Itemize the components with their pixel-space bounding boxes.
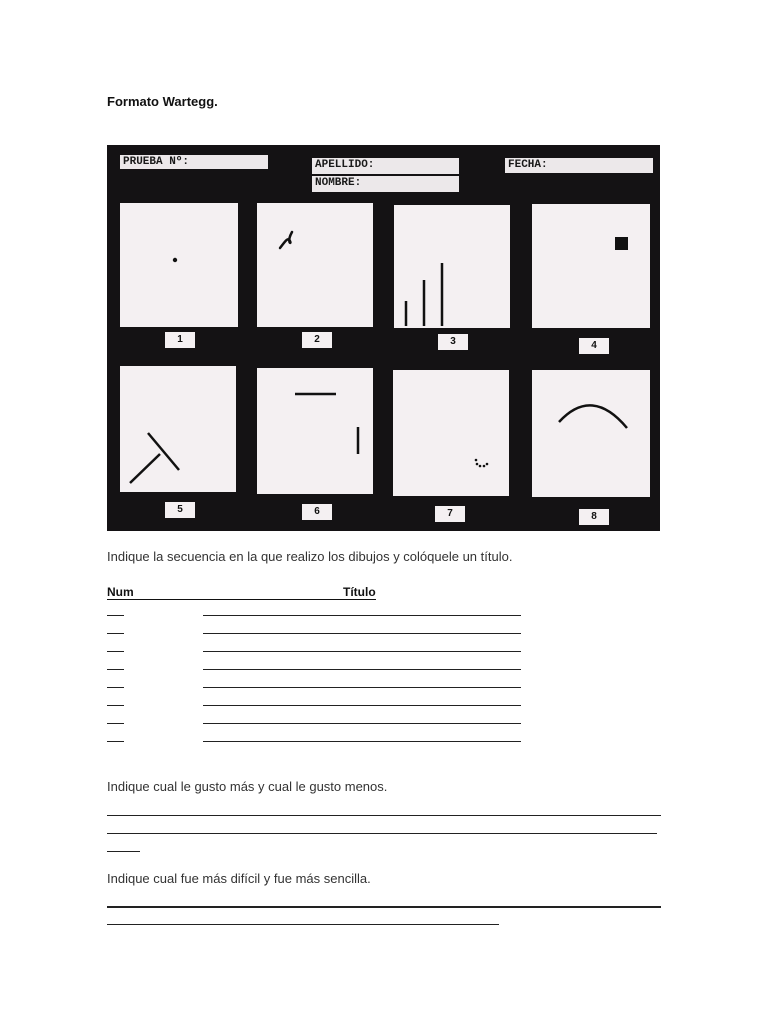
num-answer-line[interactable] [107, 633, 124, 634]
box-number-2: 2 [302, 332, 332, 348]
box-number-1: 1 [165, 332, 195, 348]
title-answer-line[interactable] [203, 741, 521, 742]
apellido-field: APELLIDO: [312, 158, 459, 174]
title-answer-line[interactable] [203, 687, 521, 688]
horizontal-and-vertical-lines-stimulus [257, 368, 373, 494]
title-answer-line[interactable] [203, 723, 521, 724]
box-number-4: 4 [579, 338, 609, 354]
stimulus-box-8 [532, 370, 650, 497]
stimulus-box-3 [394, 205, 510, 328]
box-number-3: 3 [438, 334, 468, 350]
num-answer-line[interactable] [107, 705, 124, 706]
fecha-field: FECHA: [505, 158, 653, 173]
dotted-curve-stimulus [393, 370, 509, 496]
wavy-line-stimulus [257, 203, 373, 327]
preference-instruction: Indique cual le gusto más y cual le gusto menos. [107, 779, 388, 794]
stimulus-box-6 [257, 368, 373, 494]
title-column-header: Título [343, 585, 376, 599]
black-square-stimulus [532, 204, 650, 328]
nombre-field: NOMBRE: [312, 176, 459, 192]
stimulus-box-7 [393, 370, 509, 496]
difficulty-answer-line[interactable] [107, 924, 499, 925]
title-answer-line[interactable] [203, 705, 521, 706]
sequence-instruction: Indique la secuencia en la que realizo los dibujos y colóquele un título. [107, 549, 513, 564]
diagonal-lines-stimulus [120, 366, 236, 492]
num-column-header: Num [107, 585, 343, 600]
num-answer-line[interactable] [107, 723, 124, 724]
preference-answer-line[interactable] [107, 833, 657, 834]
num-answer-line[interactable] [107, 669, 124, 670]
title-answer-line[interactable] [203, 615, 521, 616]
stimulus-box-2 [257, 203, 373, 327]
box-number-8: 8 [579, 509, 609, 525]
num-answer-line[interactable] [107, 741, 124, 742]
wartegg-test-sheet [107, 145, 660, 531]
arc-stimulus [532, 370, 650, 497]
prueba-field: PRUEBA Nº: [120, 155, 268, 169]
preference-answer-line[interactable] [107, 851, 140, 852]
num-answer-line[interactable] [107, 651, 124, 652]
ascending-lines-stimulus [394, 205, 510, 328]
dot-stimulus [120, 203, 238, 327]
preference-answer-line[interactable] [107, 815, 661, 816]
difficulty-answer-line[interactable] [107, 906, 661, 908]
box-number-7: 7 [435, 506, 465, 522]
stimulus-box-1 [120, 203, 238, 327]
box-number-5: 5 [165, 502, 195, 518]
title-answer-line[interactable] [203, 651, 521, 652]
document-title: Formato Wartegg. [107, 94, 218, 109]
title-answer-line[interactable] [203, 633, 521, 634]
box-number-6: 6 [302, 504, 332, 520]
stimulus-box-4 [532, 204, 650, 328]
difficulty-instruction: Indique cual fue más difícil y fue más sencilla. [107, 871, 371, 886]
num-answer-line[interactable] [107, 687, 124, 688]
stimulus-box-5 [120, 366, 236, 492]
title-answer-line[interactable] [203, 669, 521, 670]
num-answer-line[interactable] [107, 615, 124, 616]
